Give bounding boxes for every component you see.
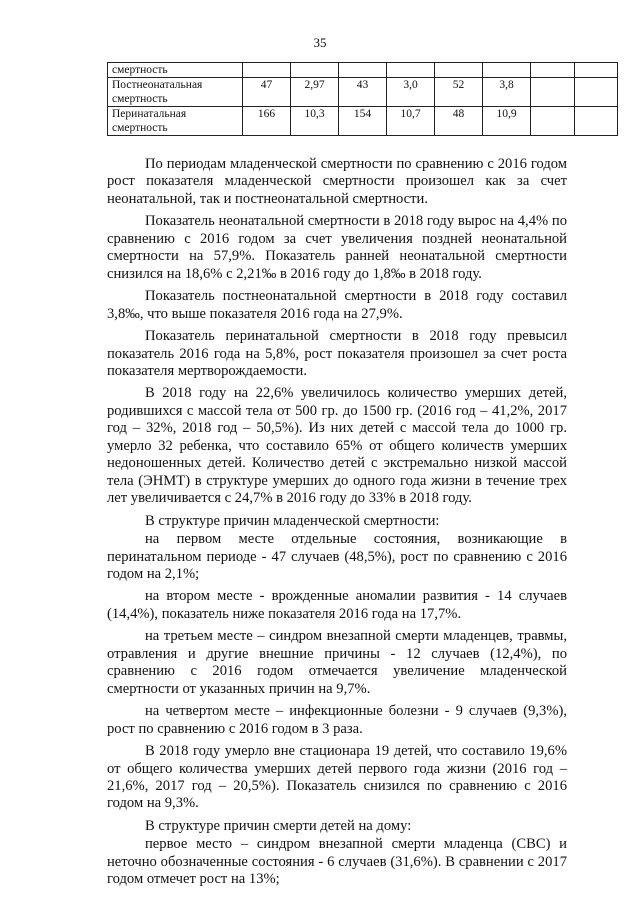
table-cell [531,78,575,107]
paragraph: на первом месте отдельные состояния, возникающие в перинатальном периоде - 47 случаев (48,5%), рост по сравнению с 2016 годом на 2,1%; [107,531,567,582]
row-label: Постнеонатальная смертность [108,78,243,107]
table-cell: 3,8 [483,78,531,107]
table-cell: 2,97 [291,78,339,107]
table-cell [435,63,483,78]
table-cell [243,63,291,78]
table-cell [483,63,531,78]
table-cell [575,107,618,136]
table-cell: 10,9 [483,107,531,136]
table-cell: 48 [435,107,483,136]
table-cell [575,63,618,78]
table-cell: 10,3 [291,107,339,136]
table-row [108,107,618,136]
table-cell [575,78,618,107]
paragraph: Показатель постнеонатальной смертности в 2018 году составил 3,8‰, что выше показателя 2016 года на 27,9%. [107,288,567,322]
table-cell [387,63,435,78]
paragraph: на четвертом месте – инфекционные болезни - 9 случаев (9,3%), рост по сравнению с 2016 годом в 3 раза. [107,703,567,737]
table-cell: 52 [435,78,483,107]
table-cell: 10,7 [387,107,435,136]
table-cell: 154 [339,107,387,136]
paragraph: По периодам младенческой смертности по сравнению с 2016 годом рост показателя младенческой смертности произошел как за счет неонатальной, так и постнеонатальной смертности. [107,156,567,207]
paragraph: В 2018 году на 22,6% увеличилось количество умерших детей, родившихся с массой тела от 500 гр. до 1500 гр. (2016 год – 41,2%, 2017 год – 32%, 2018 год – 50,5%). Из них детей с массой тела до 1000 гр. умерло 32 ребенка, что составило 65% от общего количеств умерших недоношенных детей. Количество детей с экстремально низкой массой тела (ЭНМТ) в структуре умерших до одного года жизни в течение трех лет увеличивается с 24,7% в 2016 году до 33% в 2018 году. [107,385,567,507]
row-label: Перинатальная смертность [108,107,243,136]
table-cell: 166 [243,107,291,136]
table-cell [531,107,575,136]
paragraph: В 2018 году умерло вне стационара 19 детей, что составило 19,6% от общего количества умерших детей первого года жизни (2016 год – 21,6%, 2017 год – 20,5%). Показатель снизился по сравнению с 2016 годом на 9,3%. [107,743,567,812]
row-label: смертность [108,63,243,78]
table-row [108,63,618,78]
table-cell [339,63,387,78]
paragraph: Показатель перинатальной смертности в 2018 году превысил показатель 2016 года на 5,8%, рост показателя произошел за счет роста показателя мертворождаемости. [107,328,567,379]
table-cell [291,63,339,78]
table-cell: 43 [339,78,387,107]
paragraph: Показатель неонатальной смертности в 2018 году вырос на 4,4% по сравнению с 2016 годом за счет увеличения поздней неонатальной смертности на 57,9%. Показатель ранней неонатальной смертности снизился на 18,6% с 2,21‰ в 2016 году до 1,8‰ в 2018 году. [107,213,567,282]
paragraph: первое место – синдром внезапной смерти младенца (СВС) и неточно обозначенные состояния - 6 случаев (31,6%). В сравнении с 2017 годом отмечет рост на 13%; [107,836,567,888]
table-cell [531,63,575,78]
paragraph: В структуре причин смерти детей на дому: [145,817,412,834]
paragraph: В структуре причин младенческой смертности: [145,512,440,529]
page-number: 35 [313,35,327,50]
mortality-table [107,62,618,136]
table-cell: 47 [243,78,291,107]
table-cell: 3,0 [387,78,435,107]
table-row [108,78,618,107]
paragraph: на третьем месте – синдром внезапной смерти младенцев, травмы, отравления и другие внешние причины - 12 случаев (12,4%), по сравнению с 2016 годом отмечается увеличение младенческой смертности от указанных причин на 9,7%. [107,628,567,697]
paragraph: на втором месте - врожденные аномалии развития - 14 случаев (14,4%), показатель ниже показателя 2016 года на 17,7%. [107,588,567,622]
body-text [107,156,567,894]
